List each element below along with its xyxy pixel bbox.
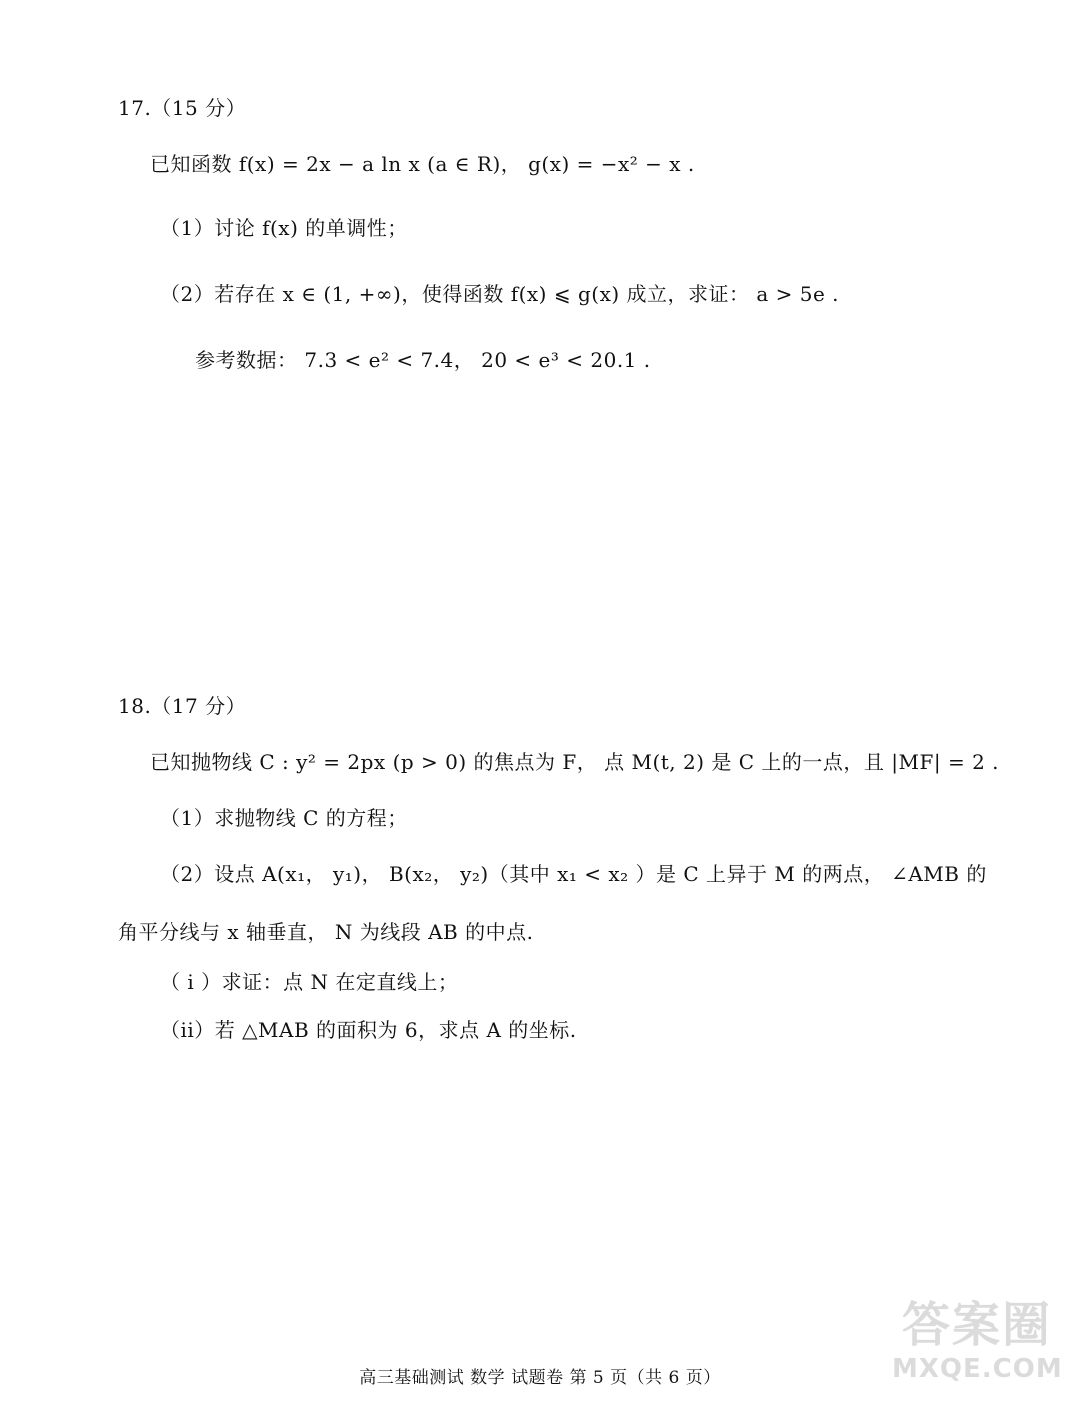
q17-part1: （1）讨论 f(x) 的单调性； (160, 216, 408, 240)
page-footer: 高三基础测试 数学 试题卷 第 5 页（共 6 页） (359, 1368, 721, 1388)
q18-part2-line2: 角平分线与 x 轴垂直， N 为线段 AB 的中点. (118, 920, 534, 944)
q17-stem: 已知函数 f(x) = 2x − a ln x (a ∈ R)， g(x) = −x² − x . (150, 152, 695, 176)
watermark-bottom-text: MXQE.COM (892, 1354, 1063, 1384)
q17-reference-data: 参考数据： 7.3 < e² < 7.4， 20 < e³ < 20.1 . (195, 348, 651, 372)
q18-part1: （1）求抛物线 C 的方程； (160, 806, 408, 830)
q17-part2: （2）若存在 x ∈ (1, +∞)，使得函数 f(x) ⩽ g(x) 成立，求证： a > 5e . (160, 282, 840, 306)
q18-header: 18.（17 分） (118, 694, 247, 718)
q18-sub-ii: （ii）若 △MAB 的面积为 6，求点 A 的坐标. (160, 1018, 577, 1042)
q18-part2-line1: （2）设点 A(x₁， y₁)， B(x₂， y₂)（其中 x₁ < x₂ ）是 C 上异于 M 的两点， ∠AMB 的 (160, 862, 987, 886)
watermark-logo (892, 1298, 1062, 1408)
q18-stem: 已知抛物线 C : y² = 2px (p > 0) 的焦点为 F， 点 M(t, 2) 是 C 上的一点，且 |MF| = 2 . (150, 750, 1000, 774)
q17-header: 17.（15 分） (118, 96, 247, 120)
q18-sub-i: （ i ）求证：点 N 在定直线上； (160, 970, 459, 994)
watermark-top-text: 答案圈 (901, 1297, 1052, 1353)
